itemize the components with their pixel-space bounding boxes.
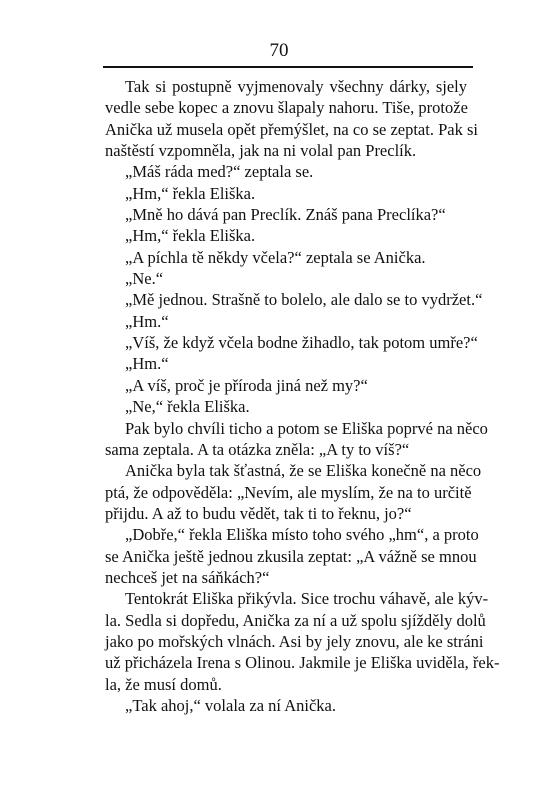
text-line: přijdu. A až to budu vědět, tak ti to řeknu, jo?“ xyxy=(105,503,412,523)
text-line: „Hm,“ řekla Eliška. xyxy=(125,226,256,246)
text-line: la, že musí domů. xyxy=(105,674,222,694)
text-line: „A píchla tě někdy včela?“ zeptala se Anička. xyxy=(125,247,426,267)
text-line: „Ne,“ řekla Eliška. xyxy=(125,397,250,417)
text-line: naštěstí vzpomněla, jak na ni volal pan Preclík. xyxy=(105,141,417,161)
text-line: „Hm.“ xyxy=(125,311,169,331)
text-line: „Hm,“ řekla Eliška. xyxy=(125,183,256,203)
text-line: „Ne.“ xyxy=(125,269,164,289)
text-line: „Dobře,“ řekla Eliška místo toho svého „hm“, a proto xyxy=(125,525,479,545)
text-line: nechceš jet na sáňkách?“ xyxy=(105,567,270,587)
text-line: „Mně ho dává pan Preclík. Znáš pana Preclíka?“ xyxy=(125,205,446,225)
text-line: ptá, že odpověděla: „Nevím, ale myslím, že na to určitě xyxy=(105,482,472,502)
text-line: Anička už musela opět přemýšlet, na co se zeptat. Pak si xyxy=(105,119,478,139)
header-rule xyxy=(103,66,473,68)
text-line: se Anička ještě jednou zkusila zeptat: „A vážně se mnou xyxy=(105,546,477,566)
text-line: „Máš ráda med?“ zeptala se. xyxy=(125,162,314,182)
text-line: Pak bylo chvíli ticho a potom se Eliška poprvé na něco xyxy=(125,418,488,438)
text-line: Anička byla tak šťastná, že se Eliška konečně na něco xyxy=(125,461,482,481)
text-line: sama zeptala. A ta otázka zněla: „A ty to víš?“ xyxy=(105,439,410,459)
text-line: „Hm.“ xyxy=(125,354,169,374)
text-line: vedle sebe kopec a znovu šlapaly nahoru. Tiše, protože xyxy=(105,98,468,118)
body-text xyxy=(105,76,500,716)
text-line: la. Sedla si dopředu, Anička za ní a už spolu sjížděly dolů xyxy=(105,610,486,630)
text-line: „Víš, že když včela bodne žihadlo, tak potom umře?“ xyxy=(125,333,478,353)
text-line: jako po mořských vlnách. Asi by jely znovu, ale ke stráni xyxy=(105,631,484,651)
text-line: Tak si postupně vyjmenovaly všechny dárky, sjely xyxy=(125,77,467,96)
text-line: Tentokrát Eliška přikývla. Sice trochu váhavě, ale kýv- xyxy=(125,589,489,609)
text-line: už přicházela Irena s Olinou. Jakmile je Eliška uviděla, řek- xyxy=(105,653,500,673)
text-line: „Tak ahoj,“ volala za ní Anička. xyxy=(125,695,336,715)
text-line: „Mě jednou. Strašně to bolelo, ale dalo se to vydržet.“ xyxy=(125,290,483,310)
page-number: 70 xyxy=(269,40,289,61)
text-line: „A víš, proč je příroda jiná než my?“ xyxy=(125,375,368,395)
